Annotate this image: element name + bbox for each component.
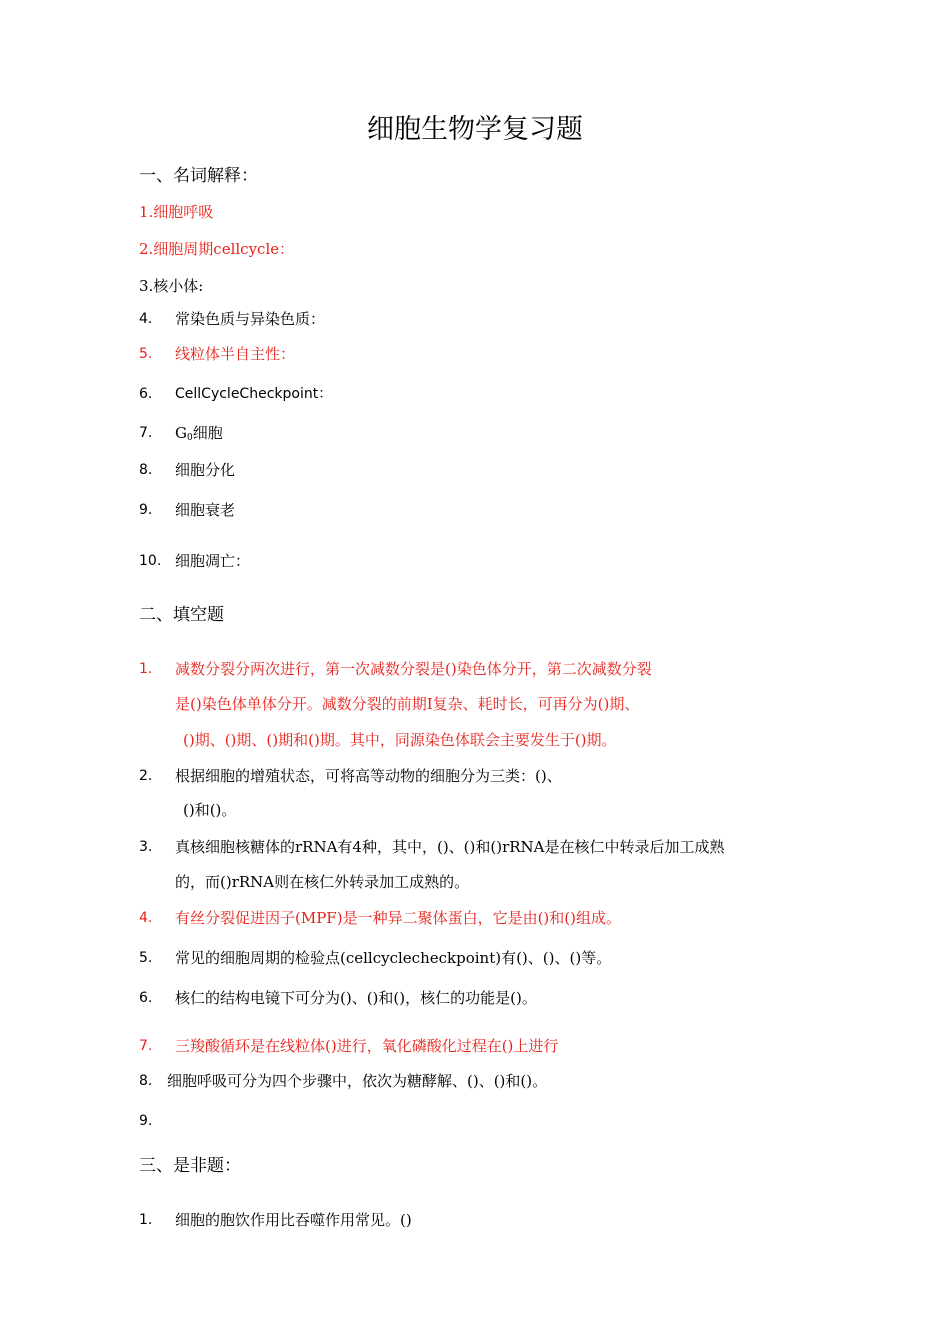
definition-item-2-text: 2.细胞周期cellcycle： [139, 240, 295, 258]
fill-item-5-line-1: 常见的细胞周期的检验点(cellcyclecheckpoint)有()、()、()等。 [175, 949, 612, 967]
fill-item-1-line-1: 减数分裂分两次进行，第一次减数分裂是()染色体分开，第二次减数分裂 [175, 660, 652, 678]
definition-item-3: 3.核小体: [139, 277, 204, 295]
definition-number-7: 7. [139, 425, 153, 441]
truefalse-number-1: 1. [139, 1212, 153, 1228]
fill-item-2-line-1: 根据细胞的增殖状态，可将高等动物的细胞分为三类：()、 [175, 767, 562, 785]
fill-item-7-line-1: 三羧酸循环是在线粒体()进行，氧化磷酸化过程在()上进行 [175, 1037, 559, 1055]
definition-item-10: 细胞凋亡： [175, 552, 251, 570]
fill-number-5: 5. [139, 950, 153, 966]
definition-number-5: 5. [139, 346, 153, 362]
fill-item-1-line-2: 是()染色体单体分开。减数分裂的前期Ⅰ复杂、耗时长，可再分为()期、 [175, 695, 640, 713]
section-heading-fill-blank: 二、填空题 [139, 605, 224, 625]
truefalse-item-1: 细胞的胞饮作用比吞噬作用常见。() [175, 1211, 412, 1229]
fill-item-2-line-2: ()和()。 [183, 801, 237, 819]
g-subscript: 0 [186, 433, 193, 443]
definition-number-10: 10. [139, 553, 162, 569]
g-suffix: 细胞 [192, 424, 223, 442]
page-title: 细胞生物学复习题 [367, 114, 583, 145]
definition-item-9: 细胞衰老 [175, 501, 236, 519]
fill-number-9: 9. [139, 1113, 153, 1129]
section-heading-definitions: 一、名词解释： [139, 166, 258, 186]
fill-number-8: 8. [139, 1073, 153, 1089]
fill-item-4-line-1: 有丝分裂促进因子(MPF)是一种异二聚体蛋白，它是由()和()组成。 [175, 909, 621, 927]
definition-item-8: 细胞分化 [175, 461, 236, 479]
definition-number-8: 8. [139, 462, 153, 478]
definition-item-4: 常染色质与异染色质： [175, 310, 326, 328]
definition-number-9: 9. [139, 502, 153, 518]
definition-item-2 [139, 239, 294, 259]
fill-number-7: 7. [139, 1038, 153, 1054]
fill-number-1: 1. [139, 661, 153, 677]
fill-item-3-line-1: 真核细胞核糖体的rRNA有4种，其中，()、()和()rRNA是在核仁中转录后加工成熟 [175, 838, 725, 856]
definition-item-5: 线粒体半自主性： [175, 345, 296, 363]
fill-number-4: 4. [139, 910, 153, 926]
definition-item-7 [175, 423, 223, 448]
fill-number-6: 6. [139, 990, 153, 1006]
g-letter: G [175, 424, 187, 442]
fill-item-3-line-2: 的，而()rRNA则在核仁外转录加工成熟的。 [175, 873, 470, 891]
fill-item-6-line-1: 核仁的结构电镜下可分为()、()和()，核仁的功能是()。 [175, 989, 537, 1007]
fill-number-3: 3. [139, 839, 153, 855]
definition-number-6: 6. [139, 386, 153, 402]
definition-item-6: CellCycleCheckpoint： [175, 386, 333, 402]
fill-item-8-line-1: 细胞呼吸可分为四个步骤中，依次为糖酵解、()、()和()。 [167, 1072, 548, 1090]
fill-item-1-line-3: ()期、()期、()期和()期。其中，同源染色体联会主要发生于()期。 [183, 731, 617, 749]
definition-item-1: 1.细胞呼吸 [139, 203, 214, 221]
section-heading-true-false: 三、是非题： [139, 1156, 241, 1176]
fill-number-2: 2. [139, 768, 153, 784]
definition-number-4: 4. [139, 311, 153, 327]
